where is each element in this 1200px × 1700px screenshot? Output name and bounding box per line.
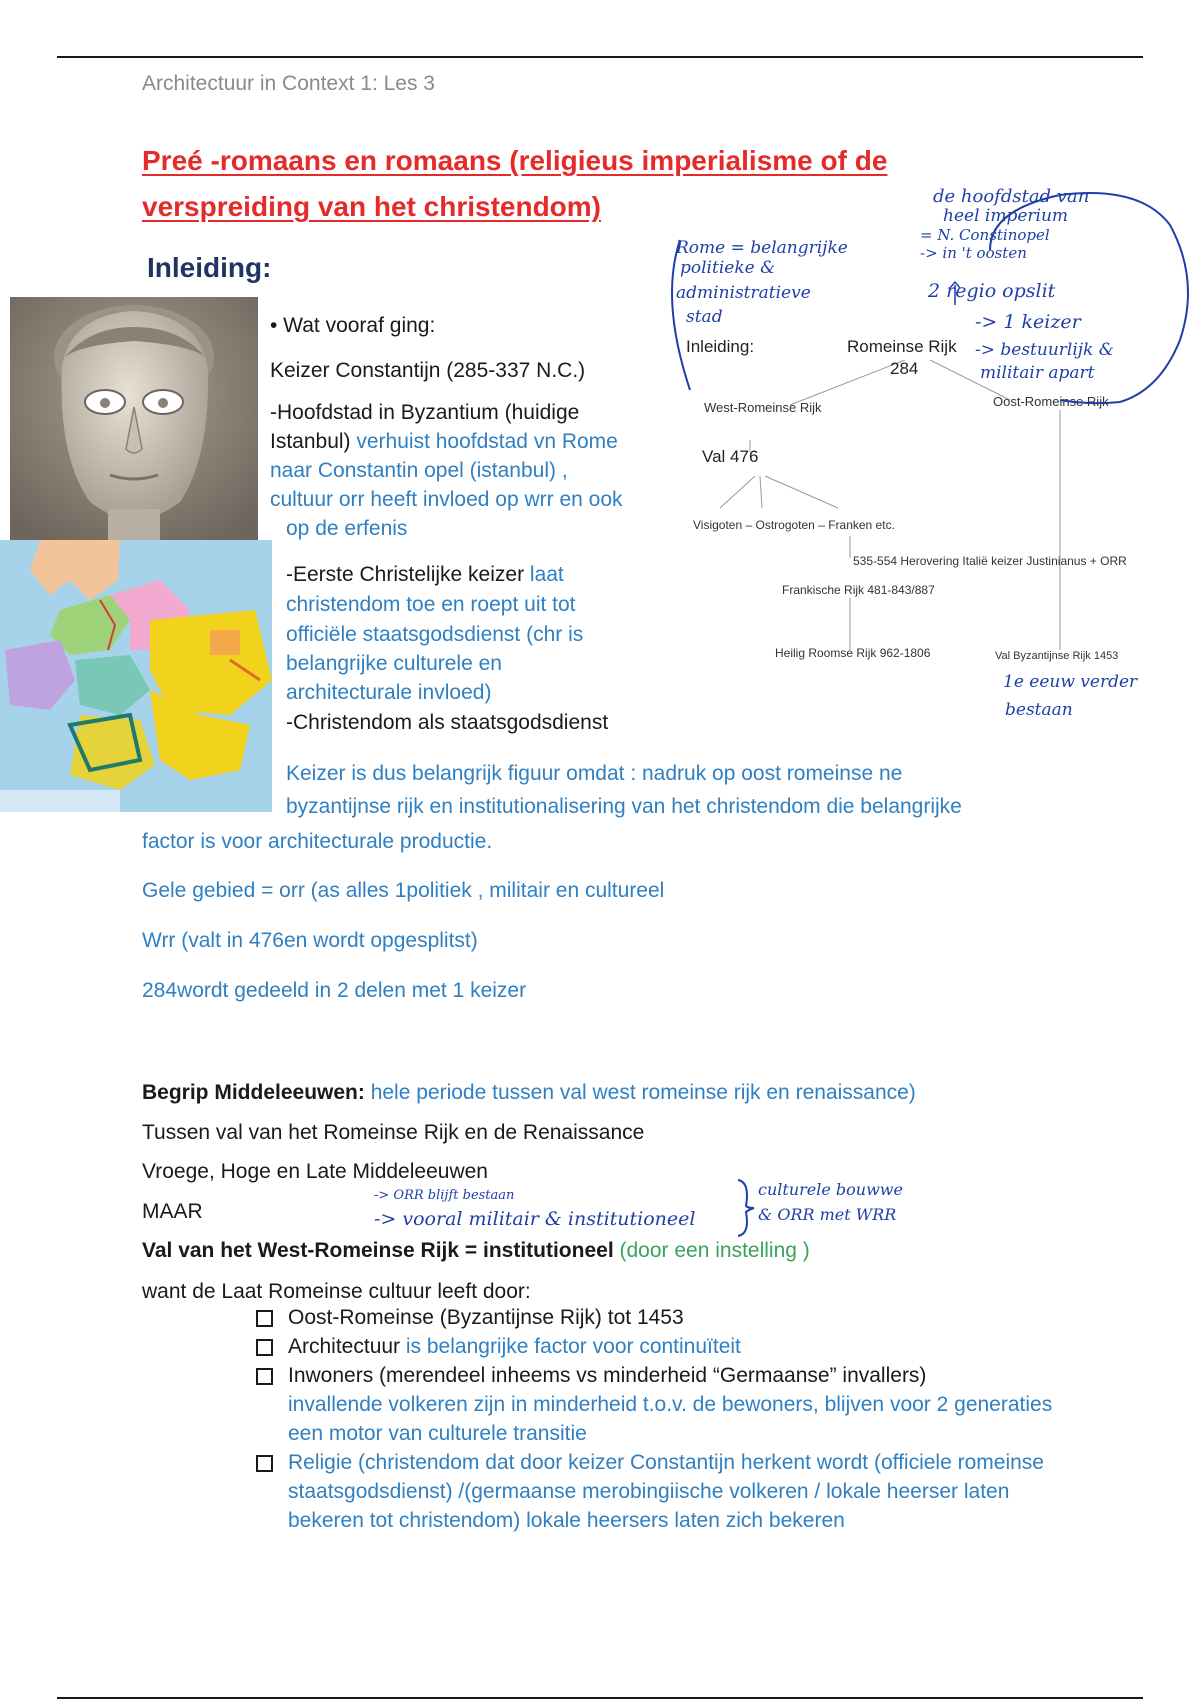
hand-capital-note-3: = N. Constinopel — [920, 226, 1050, 244]
diagram-frankish: Frankische Rijk 481-843/887 — [782, 583, 935, 597]
institutioneel-note: (door een instelling ) — [613, 1239, 810, 1262]
page-header: Architectuur in Context 1: Les 3 — [142, 72, 435, 95]
section-heading: Inleiding: — [147, 252, 272, 283]
christian-note1: laat — [524, 563, 564, 586]
capital-line-a: -Hoofdstad in Byzantium (huidige — [270, 401, 580, 424]
hand-bestaan-note-2: bestaan — [1005, 700, 1073, 720]
hand-split-note-1: 2 regio opslit — [928, 280, 1056, 302]
page-title-line2: verspreiding van het christendom) — [142, 191, 601, 222]
middeleeuwen-line1: Tussen val van het Romeinse Rijk en de Renaissance — [142, 1121, 645, 1144]
hand-split-note-4: militair apart — [980, 363, 1095, 383]
bottom-rule — [57, 1697, 1143, 1699]
hand-orr-note-2: -> vooral militair & institutioneel — [374, 1208, 696, 1230]
christian-note3: officiële staatsgodsdienst (chr is — [286, 623, 584, 646]
checkbox-icon — [256, 1455, 273, 1472]
gele-note: Gele gebied = orr (as alles 1politiek , militair en cultureel — [142, 879, 665, 902]
middeleeuwen-line3: MAAR — [142, 1200, 203, 1223]
keizer-note-c: factor is voor architecturale productie. — [142, 830, 493, 853]
page-title-line1: Preé -romaans en romaans (religieus imperialisme of de — [142, 145, 888, 176]
christian-note5: architecturale invloed) — [286, 681, 492, 704]
diagram-hre: Heilig Roomse Rijk 962-1806 — [775, 646, 931, 660]
diagram-label: Inleiding: — [686, 337, 755, 356]
capital-note1: verhuist hoofdstad vn Rome — [350, 430, 618, 453]
christian-note4: belangrijke culturele en — [286, 652, 502, 675]
hand-cultural-note-1: culturele bouwwe — [758, 1180, 903, 1199]
diagram-root-year: 284 — [890, 359, 919, 378]
institutioneel-text: Val van het West-Romeinse Rijk = institutioneel — [142, 1239, 614, 1262]
hand-split-note-2: -> 1 keizer — [975, 311, 1081, 333]
diagram-tribes: Visigoten – Ostrogoten – Franken etc. — [693, 518, 895, 532]
diagram-byz-fall: Val Byzantijnse Rijk 1453 — [995, 650, 1119, 662]
checkbox-icon — [256, 1310, 273, 1327]
hand-cultural-note-2: & ORR met WRR — [758, 1205, 897, 1224]
diagram-root: Romeinse Rijk — [847, 337, 957, 356]
checkbox-icon — [256, 1368, 273, 1385]
constantine-bust-image — [10, 297, 258, 540]
emperor-line: Keizer Constantijn (285-337 N.C.) — [270, 359, 586, 382]
christian-text: -Eerste Christelijke keizer — [286, 563, 525, 586]
intro-bullet: • Wat vooraf ging: — [270, 314, 436, 337]
checklist-item: Inwoners (merendeel inheems vs minderheid “Germaanse” invallers) invallende volkeren zijn in minderheid t.o.v. de bewoners, blijven voor 2 generaties een motor van culturele transitie — [250, 1361, 1090, 1448]
diagram-fall: Val 476 — [702, 447, 759, 466]
middeleeuwen-note: hele periode tussen val west romeinse rijk en renaissance) — [364, 1081, 916, 1104]
middeleeuwen-line5: want de Laat Romeinse cultuur leeft door: — [142, 1280, 531, 1303]
capital-note2: naar Constantin opel (istanbul) , — [270, 459, 568, 482]
checklist-item: Architectuur is belangrijke factor voor continuïteit — [250, 1332, 1090, 1361]
hand-rome-note-2: politieke & — [680, 258, 776, 278]
split284-note: 284wordt gedeeld in 2 delen met 1 keizer — [142, 979, 527, 1002]
christian-line-a — [286, 560, 564, 589]
middeleeuwen-line — [142, 1078, 916, 1107]
hand-split-note-3: -> bestuurlijk & — [975, 340, 1114, 360]
hand-rome-note-1: Rome = belangrijke — [676, 238, 848, 258]
keizer-note-a: Keizer is dus belangrijk figuur omdat : nadruk op oost romeinse ne — [286, 762, 903, 785]
hand-brace — [736, 1178, 756, 1238]
middeleeuwen-line2: Vroege, Hoge en Late Middeleeuwen — [142, 1160, 488, 1183]
diagram-east: Oost-Romeinse Rijk — [993, 394, 1109, 409]
capital-note3: cultuur orr heeft invloed op wrr en ook — [270, 488, 623, 511]
top-rule — [57, 56, 1143, 58]
diagram-reconquest: 535-554 Herovering Italië keizer Justinianus + ORR — [853, 554, 1127, 568]
hand-orr-note-1: -> ORR blijft bestaan — [374, 1188, 515, 1203]
checkbox-icon — [256, 1339, 273, 1356]
capital-text: Istanbul) — [270, 430, 351, 453]
capital-line-b — [270, 427, 618, 456]
hand-bestaan-note-1: 1e eeuw verder — [1003, 672, 1138, 692]
keizer-note-b: byzantijnse rijk en institutionalisering van het christendom die belangrijke — [286, 795, 962, 818]
middeleeuwen-label: Begrip Middeleeuwen: — [142, 1081, 365, 1104]
hand-capital-note-2: heel imperium — [943, 206, 1069, 226]
capital-note4: op de erfenis — [286, 517, 408, 540]
middeleeuwen-line4 — [142, 1236, 810, 1265]
roman-empire-map-image — [0, 540, 272, 812]
hand-capital-note-1: de hoofdstad van — [933, 186, 1090, 207]
hand-capital-note-4: -> in 't oosten — [920, 244, 1027, 262]
hand-rome-note-4: stad — [686, 307, 723, 327]
hand-rome-note-3: administratieve — [676, 283, 811, 303]
checklist-item: Religie (christendom dat door keizer Constantijn herkent wordt (officiele romeinse staatsgodsdienst) /(germaanse merobingiische volkeren / lokale heerser laten bekeren tot christendom) lokale heersers laten zich bekeren — [250, 1448, 1090, 1535]
state-religion-line: -Christendom als staatsgodsdienst — [286, 711, 609, 734]
diagram-west: West-Romeinse Rijk — [704, 400, 822, 415]
continuity-checklist — [250, 1303, 1090, 1535]
checklist-item: Oost-Romeinse (Byzantijnse Rijk) tot 1453 — [250, 1303, 1090, 1332]
wrr-note: Wrr (valt in 476en wordt opgesplitst) — [142, 929, 478, 952]
christian-note2: christendom toe en roept uit tot — [286, 593, 576, 616]
